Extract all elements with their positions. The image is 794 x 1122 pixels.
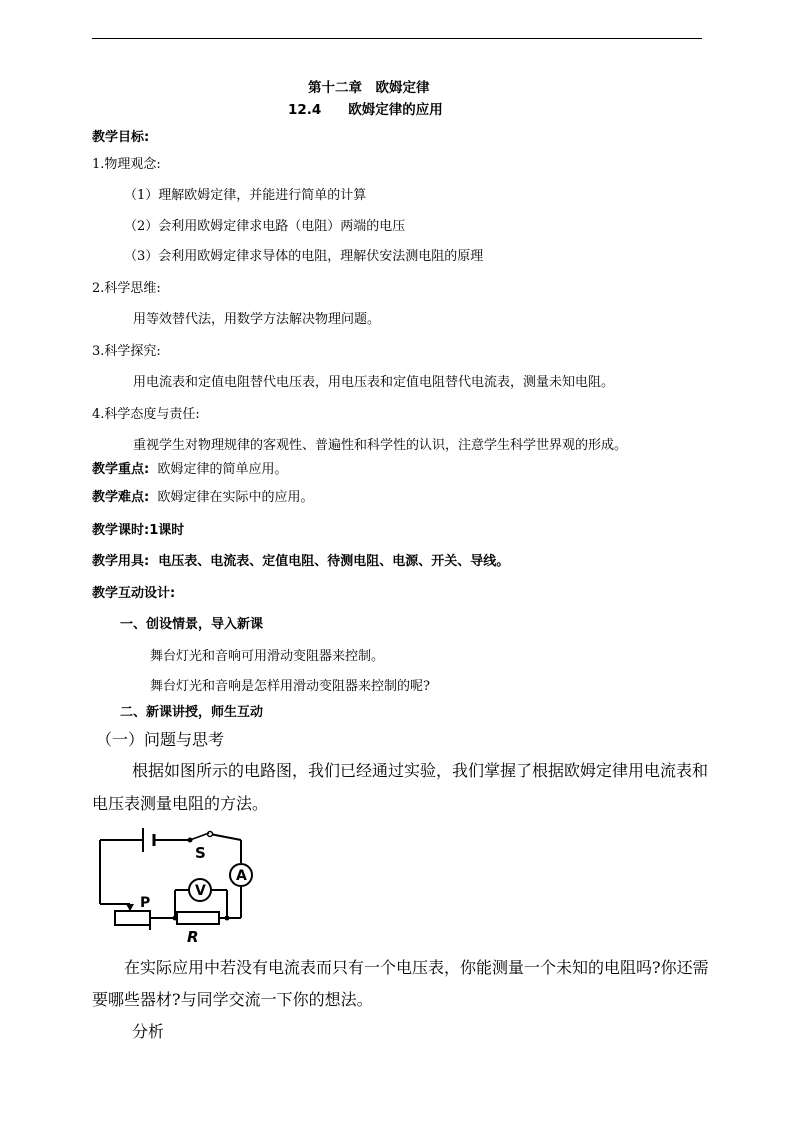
analysis-label: 分析 — [132, 1022, 165, 1041]
difficult-point-label: 教学难点: — [92, 490, 150, 505]
physics-concept-title: 1.物理观念: — [92, 157, 161, 172]
tools-label: 教学用具: — [92, 554, 150, 569]
objective-item-1: （1）理解欧姆定律，并能进行简单的计算 — [124, 188, 367, 203]
scientific-inquiry-text: 用电流表和定值电阻替代电压表，用电压表和定值电阻替代电流表，测量未知电阻。 — [133, 375, 615, 390]
part1-title: 一、创设情景，导入新课 — [120, 617, 264, 632]
difficult-point — [92, 490, 313, 506]
difficult-point-text: 欧姆定律在实际中的应用。 — [157, 490, 314, 505]
class-hours-text: 1课时 — [149, 523, 185, 538]
paragraph-2-line-2: 要哪些器材?与同学交流一下你的想法。 — [92, 990, 373, 1009]
class-hours-label: 教学课时: — [92, 523, 150, 538]
subsection-title: （一）问题与思考 — [96, 730, 225, 749]
switch-symbol — [188, 832, 213, 843]
objective-item-3: （3）会利用欧姆定律求导体的电阻，理解伏安法测电阻的原理 — [124, 249, 484, 264]
resistor-label: R — [187, 928, 199, 946]
attitude-text: 重视学生对物理规律的客观性、普遍性和科学性的认识，注意学生科学世界观的形成。 — [133, 438, 628, 453]
objective-item-2: （2）会利用欧姆定律求电路（电阻）两端的电压 — [124, 219, 406, 234]
section-title: 12.4 欧姆定律的应用 — [288, 102, 443, 118]
key-point-text: 欧姆定律的简单应用。 — [157, 462, 288, 477]
chapter-title: 第十二章 欧姆定律 — [308, 80, 430, 96]
part1-line-1: 舞台灯光和音响可用滑动变阻器来控制。 — [150, 649, 385, 664]
key-point-label: 教学重点: — [92, 462, 150, 477]
scientific-inquiry-title: 3.科学探究: — [92, 344, 161, 359]
paragraph-1-line-2: 电压表测量电阻的方法。 — [92, 794, 269, 813]
design-heading: 教学互动设计: — [92, 586, 176, 601]
attitude-title: 4.科学态度与责任: — [92, 407, 200, 422]
voltmeter-label: V — [195, 883, 206, 899]
scientific-thinking-title: 2.科学思维: — [92, 281, 161, 296]
paragraph-1-line-1: 根据如图所示的电路图，我们已经通过实验，我们掌握了根据欧姆定律用电流表和 — [132, 761, 709, 780]
rheostat-label: P — [140, 895, 151, 911]
tools-text: 电压表、电流表、定值电阻、待测电阻、电源、开关、导线。 — [158, 554, 510, 569]
part2-title: 二、新课讲授，师生互动 — [120, 705, 264, 720]
part1-line-2: 舞台灯光和音响是怎样用滑动变阻器来控制的呢? — [150, 679, 430, 694]
header-rule — [92, 38, 702, 39]
scientific-thinking-text: 用等效替代法，用数学方法解决物理问题。 — [133, 312, 381, 327]
class-hours — [92, 523, 184, 539]
paragraph-2-line-1: 在实际应用中若没有电流表而只有一个电压表，你能测量一个未知的电阻吗?你还需 — [124, 958, 709, 977]
circuit-diagram — [90, 818, 265, 948]
ammeter-label: A — [236, 868, 247, 884]
objectives-heading: 教学目标: — [92, 130, 150, 145]
battery-symbol — [143, 828, 154, 852]
key-point — [92, 462, 287, 478]
tools — [92, 554, 509, 570]
switch-label: S — [195, 844, 206, 862]
